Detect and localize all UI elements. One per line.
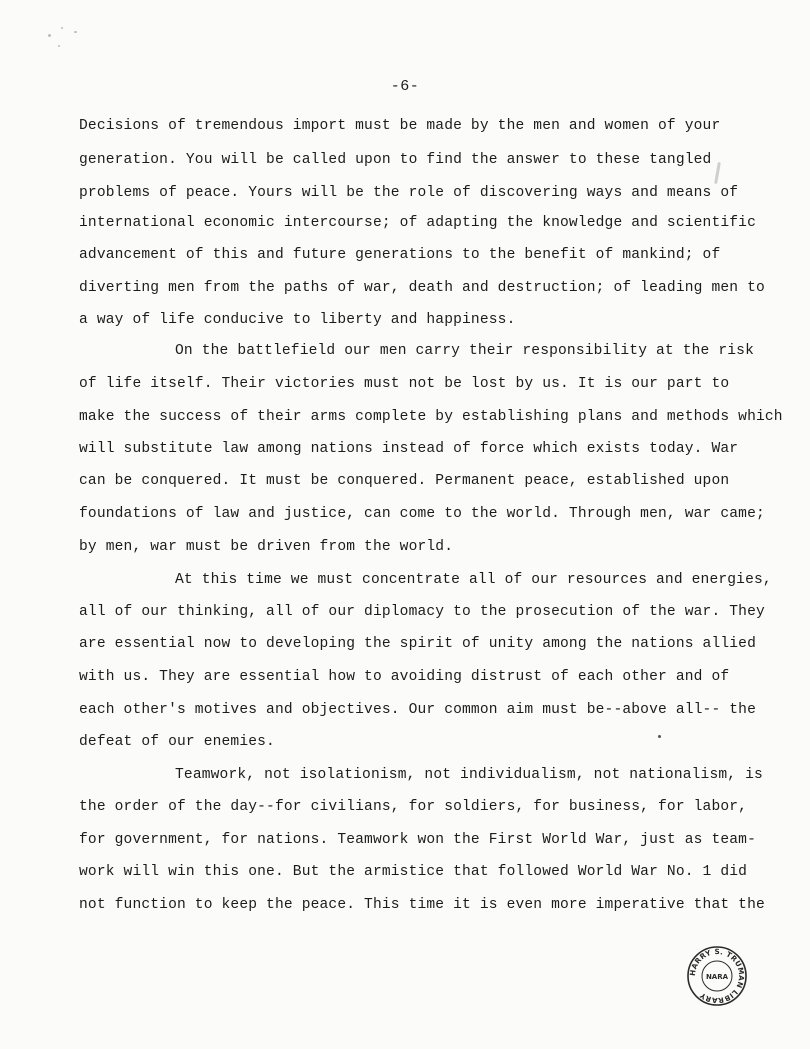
scan-speck (58, 45, 60, 47)
body-line: problems of peace. Yours will be the role of discovering ways and means of (79, 185, 739, 201)
body-line: of life itself. Their victories must not be lost by us. It is our part to (79, 376, 730, 392)
body-line: not function to keep the peace. This time it is even more imperative that the (79, 897, 765, 913)
scan-speck (74, 31, 77, 33)
body-line: a way of life conducive to liberty and happiness. (79, 312, 516, 328)
body-line: the order of the day--for civilians, for soldiers, for business, for labor, (79, 799, 748, 815)
body-line: for government, for nations. Teamwork won the First World War, just as team- (79, 832, 756, 848)
body-line: international economic intercourse; of adapting the knowledge and scientific (79, 215, 756, 231)
page-number: -6- (390, 78, 420, 95)
truman-library-stamp-icon (686, 945, 748, 1007)
body-line: Teamwork, not isolationism, not individualism, not nationalism, is (175, 767, 763, 783)
body-line: On the battlefield our men carry their responsibility at the risk (175, 343, 754, 359)
body-line: are essential now to developing the spirit of unity among the nations allied (79, 636, 756, 652)
body-line: defeat of our enemies. (79, 734, 275, 750)
body-line: by men, war must be driven from the world. (79, 539, 454, 555)
body-line: foundations of law and justice, can come to the world. Through men, war came; (79, 506, 765, 522)
body-line: with us. They are essential how to avoiding distrust of each other and of (79, 669, 730, 685)
body-line: will substitute law among nations instead of force which exists today. War (79, 441, 739, 457)
body-line: work will win this one. But the armistice that followed World War No. 1 did (79, 864, 748, 880)
scan-speck (714, 162, 721, 184)
body-line: diverting men from the paths of war, death and destruction; of leading men to (79, 280, 765, 296)
stamp-center-text: NARA (705, 973, 729, 981)
scan-speck (658, 735, 661, 738)
scan-speck (48, 34, 51, 37)
body-line: make the success of their arms complete by establishing plans and methods which (79, 409, 783, 425)
body-line: At this time we must concentrate all of our resources and energies, (175, 572, 772, 588)
stamp-ring-text: HARRY S. TRUMAN LIBRARY (687, 946, 747, 1006)
body-line: generation. You will be called upon to find the answer to these tangled (79, 152, 712, 168)
body-line: all of our thinking, all of our diplomacy to the prosecution of the war. They (79, 604, 765, 620)
body-line: advancement of this and future generations to the benefit of mankind; of (79, 247, 721, 263)
body-line: Decisions of tremendous import must be made by the men and women of your (79, 118, 721, 134)
body-line: each other's motives and objectives. Our common aim must be--above all-- the (79, 702, 756, 718)
body-line: can be conquered. It must be conquered. Permanent peace, established upon (79, 473, 730, 489)
scan-speck (61, 27, 63, 29)
